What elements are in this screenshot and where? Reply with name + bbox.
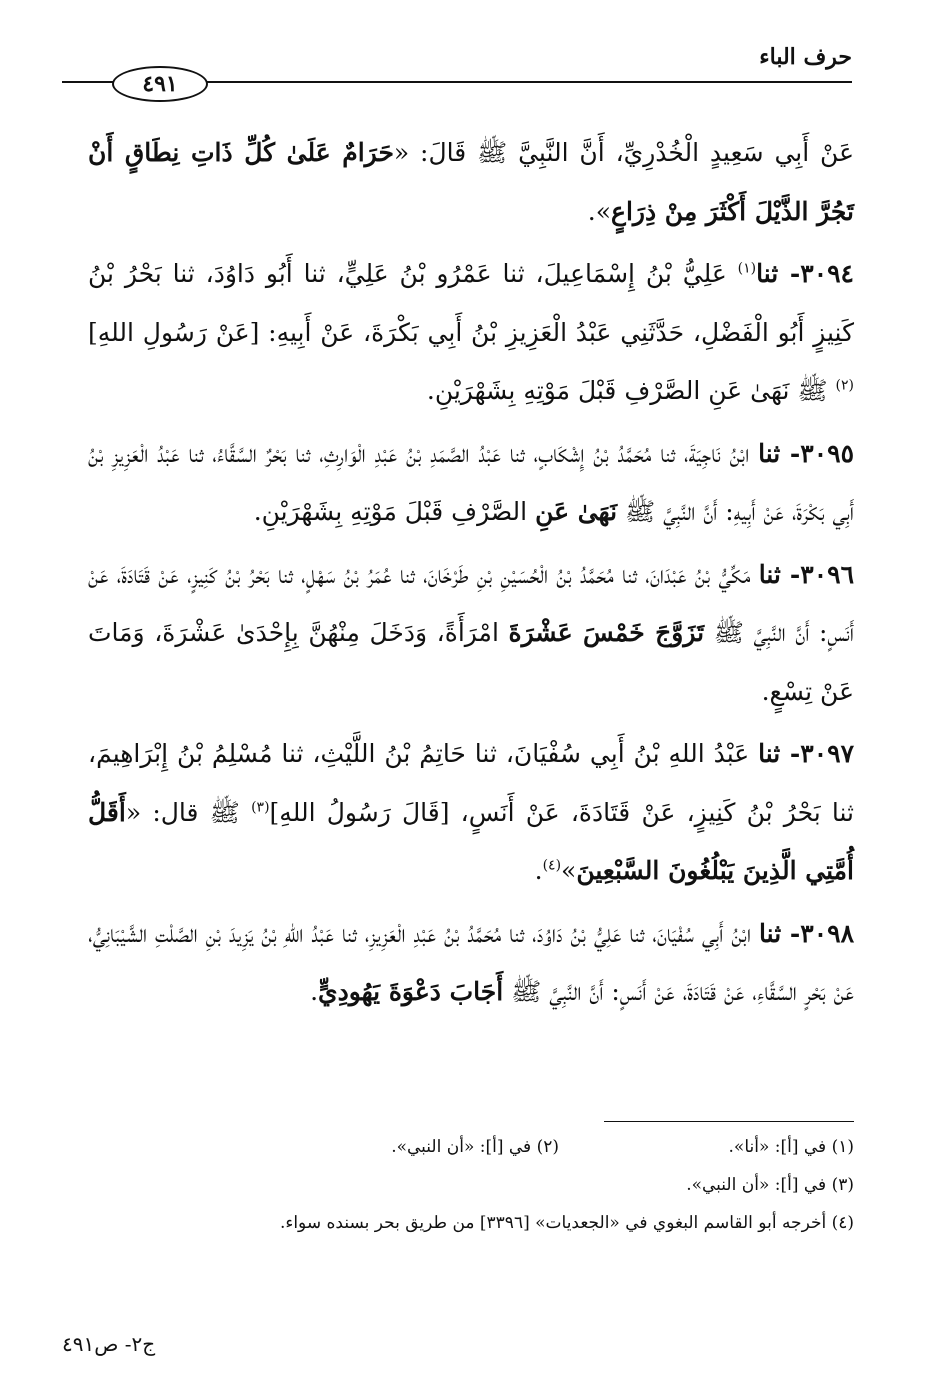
hadith-number: ٣٠٩٦ bbox=[800, 559, 854, 589]
hadith-number: ٣٠٩٥ bbox=[800, 438, 854, 468]
footnote-3: (٣) في [أ]: «أن النبي». bbox=[686, 1175, 854, 1195]
volume-page-reference: ج٢- ص٤٩١ bbox=[62, 1332, 156, 1356]
punctuation: . bbox=[534, 856, 543, 885]
number-separator: - bbox=[780, 438, 801, 468]
thana-word: ثنا bbox=[759, 918, 782, 948]
isnad-text: عَبْدُ اللهِ بْنُ أَبِي سُفْيَانَ، ثنا حَاتِمُ بْنُ اللَّيْثِ، ثنا مُسْلِمُ بْنُ إِبْرَاهِيمَ، ثنا بَحْرُ بْنُ كَنِيزٍ، عَنْ قَتَادَةَ، عَنْ أَنَسٍ، [قَالَ رَسُولُ اللهِ] bbox=[88, 739, 854, 827]
isnad-text: عَلِيُّ بْنُ إِسْمَاعِيلَ، ثنا عَمْرُو بْنُ عَلِيٍّ، ثنا أَبُو دَاوُدَ، ثنا بَحْرُ بْنُ كَنِيزٍ أَبُو الْفَضْلِ، حَدَّثَنِي عَبْدُ الْعَزِيزِ بْنُ أَبِي بَكْرَةَ، عَنْ أَبِيهِ: [عَنْ رَسُولِ اللهِ] bbox=[88, 259, 854, 347]
hadith-3097 bbox=[88, 725, 854, 901]
hadith-number: ٣٠٩٧ bbox=[800, 739, 854, 768]
paragraph-continuation bbox=[88, 124, 854, 241]
isnad-text: ابْنُ أَبِي سُفْيَانَ، ثنا عَلِيُّ بْنُ دَاوُدَ، ثنا مُحَمَّدُ بْنُ عَبْدِ الْعَزِيزِ، ثنا عَبْدُ اللهِ بْنُ يَزِيدَ بْنِ الصَّلْتِ الشَّيْبَانِيُّ، عَنْ بَحْرٍ السَّقَّاءِ، عَنْ قَتَادَةَ، عَنْ أَنَسٍ: أَنَّ النَّبِيَّ ﷺ bbox=[88, 918, 854, 1006]
thana-word: ثنا bbox=[758, 559, 781, 589]
matn-text: أَقَلُّ أُمَّتِي الَّذِينَ يَبْلُغُونَ السَّبْعِينَ bbox=[88, 797, 854, 885]
hadith-number: ٣٠٩٨ bbox=[800, 918, 854, 948]
number-separator: - bbox=[778, 259, 801, 288]
page-number-badge bbox=[112, 66, 208, 102]
matn-text: أَجَابَ دَعْوَةَ يَهُودِيٍّ bbox=[318, 977, 504, 1006]
body-text bbox=[88, 124, 854, 1026]
hadith-3095 bbox=[88, 425, 854, 542]
section-title: حرف الباء bbox=[759, 44, 852, 70]
hadith-3096 bbox=[88, 546, 854, 722]
isnad-text: عَنْ أَبِي سَعِيدٍ الْخُدْرِيِّ، أَنَّ النَّبِيَّ ﷺ قَالَ: « bbox=[393, 138, 854, 167]
punctuation: » bbox=[561, 856, 577, 885]
footnote-row bbox=[88, 1128, 854, 1166]
footnote-ref: (٣) bbox=[251, 799, 270, 816]
isnad-text: ابْنُ نَاجِيَةَ، ثنا مُحَمَّدُ بْنُ إِشْكَابٍ، ثنا عَبْدُ الصَّمَدِ بْنُ عَبْدِ الْوَارِثِ، ثنا بَحْرٌ السَّقَّاءُ، ثنا عَبْدُ الْعَزِيزِ بْنُ أَبِي بَكْرَةَ، عَنْ أَبِيهِ: أَنَّ النَّبِيَّ ﷺ bbox=[88, 438, 854, 526]
thana-word: ثنا bbox=[758, 739, 781, 768]
matn-text: نَهَىٰ عَنِ bbox=[535, 497, 618, 526]
footnote-4: (٤) أخرجه أبو القاسم البغوي في «الجعديات» [٣٣٩٦] من طريق بحر بسنده سواء. bbox=[279, 1213, 854, 1233]
number-separator: - bbox=[781, 918, 801, 948]
matn-continuation: الصَّرْفِ قَبْلَ مَوْتِهِ بِشَهْرَيْنِ. bbox=[253, 497, 536, 526]
matn-text: تَزَوَّجَ خَمْسَ عَشْرَةَ bbox=[508, 618, 705, 647]
thana-word: ثنا bbox=[756, 259, 779, 288]
thana-word: ثنا bbox=[758, 438, 781, 468]
number-separator: - bbox=[780, 739, 801, 768]
number-separator: - bbox=[780, 559, 801, 589]
punctuation: . bbox=[310, 977, 319, 1006]
footnote-rule bbox=[604, 1121, 854, 1122]
isnad-text: ﷺ نَهَىٰ عَنِ الصَّرْفِ قَبْلَ مَوْتِهِ بِشَهْرَيْنِ. bbox=[426, 376, 836, 405]
isnad-text: ﷺ قال: « bbox=[125, 797, 252, 827]
footnotes bbox=[88, 1128, 854, 1242]
page-number: ٤٩١ bbox=[142, 71, 178, 97]
matn-continuation: امْرَأَةً، وَدَخَلَ مِنْهُنَّ بِإِحْدَىٰ عَشْرَةَ، وَمَاتَ عَنْ تِسْعٍ. bbox=[88, 618, 854, 706]
hadith-3098 bbox=[88, 905, 854, 1022]
matn-text: حَرَامٌ عَلَىٰ كُلِّ ذَاتِ نِطَاقٍ أَنْ تَجُرَّ الذَّيْلَ أَكْثَرَ مِنْ ذِرَاعٍ bbox=[88, 138, 854, 226]
footnote-ref: (٢) bbox=[835, 377, 854, 394]
punctuation: ». bbox=[587, 196, 612, 226]
footnote-ref: (١) bbox=[737, 260, 757, 277]
hadith-3094 bbox=[88, 245, 854, 421]
footnote-1: (١) في [أ]: «أنا». bbox=[728, 1137, 854, 1157]
footnote-ref: (٤) bbox=[542, 857, 562, 874]
hadith-number: ٣٠٩٤ bbox=[800, 259, 854, 288]
isnad-text: مَكِّيُّ بْنُ عَبْدَانَ، ثنا مُحَمَّدُ بْنُ الْحُسَيْنِ بْنِ طَرْخَانَ، ثنا عُمَرُ بْنُ سَهْلٍ، ثنا بَحْرُ بْنُ كَنِيزٍ، عَنْ قَتَادَةَ، عَنْ أَنَسٍ: أَنَّ النَّبِيَّ ﷺ bbox=[88, 559, 854, 647]
footnote-2: (٢) في [أ]: «أن النبي». bbox=[391, 1137, 559, 1157]
